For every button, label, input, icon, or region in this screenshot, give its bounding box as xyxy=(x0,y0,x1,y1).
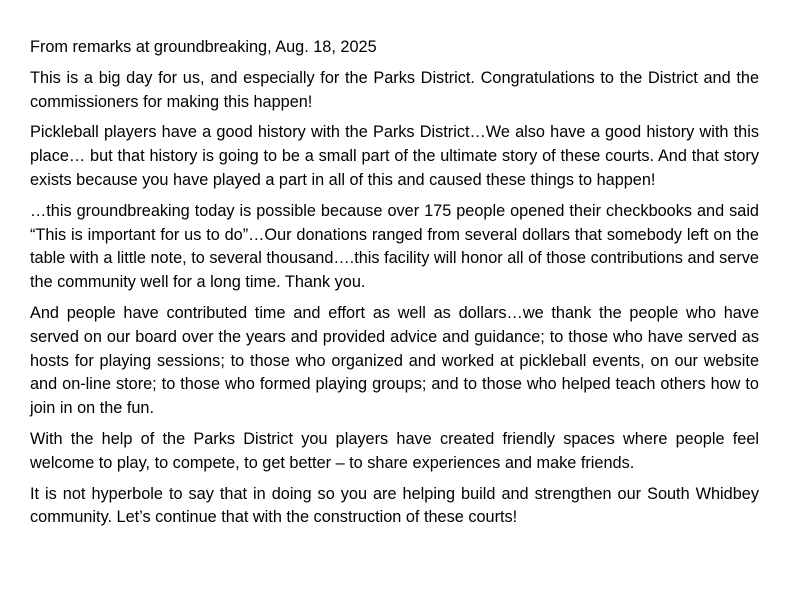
document-page xyxy=(30,36,759,537)
paragraph-opening: This is a big day for us, and especially for the Parks District. Congratulations to the District and the commissioners for making this happen! xyxy=(30,68,759,111)
paragraph-history: Pickleball players have a good history with the Parks District…We also have a good history with this place… but that history is going to be a small part of the ultimate story of these courts. And that story exists because you have played a part in all of this and caused these things to happen! xyxy=(30,123,759,189)
paragraph-volunteers: And people have contributed time and effort as well as dollars…we thank the people who have served on our board over the years and provided advice and guidance; to those who have served as hosts for playing sessions; to those who organized and worked at pickleball events, on our website and on-line store; to those who formed playing groups; and to those who helped teach others how to join in on the fun. xyxy=(30,303,759,418)
document-heading: From remarks at groundbreaking, Aug. 18, 2025 xyxy=(30,38,377,56)
paragraph-friendly-spaces: With the help of the Parks District you players have created friendly spaces where people feel welcome to play, to compete, to get better – to share experiences and make friends. xyxy=(30,429,759,472)
paragraph-closing: It is not hyperbole to say that in doing so you are helping build and strengthen our South Whidbey community. Let’s continue that with the construction of these courts! xyxy=(30,484,759,527)
paragraph-donations: …this groundbreaking today is possible because over 175 people opened their checkbooks and said “This is important for us to do”…Our donations ranged from several dollars that somebody left on the table with a little note, to several thousand….this facility will honor all of those contributions and serve the community well for a long time. Thank you. xyxy=(30,201,759,292)
